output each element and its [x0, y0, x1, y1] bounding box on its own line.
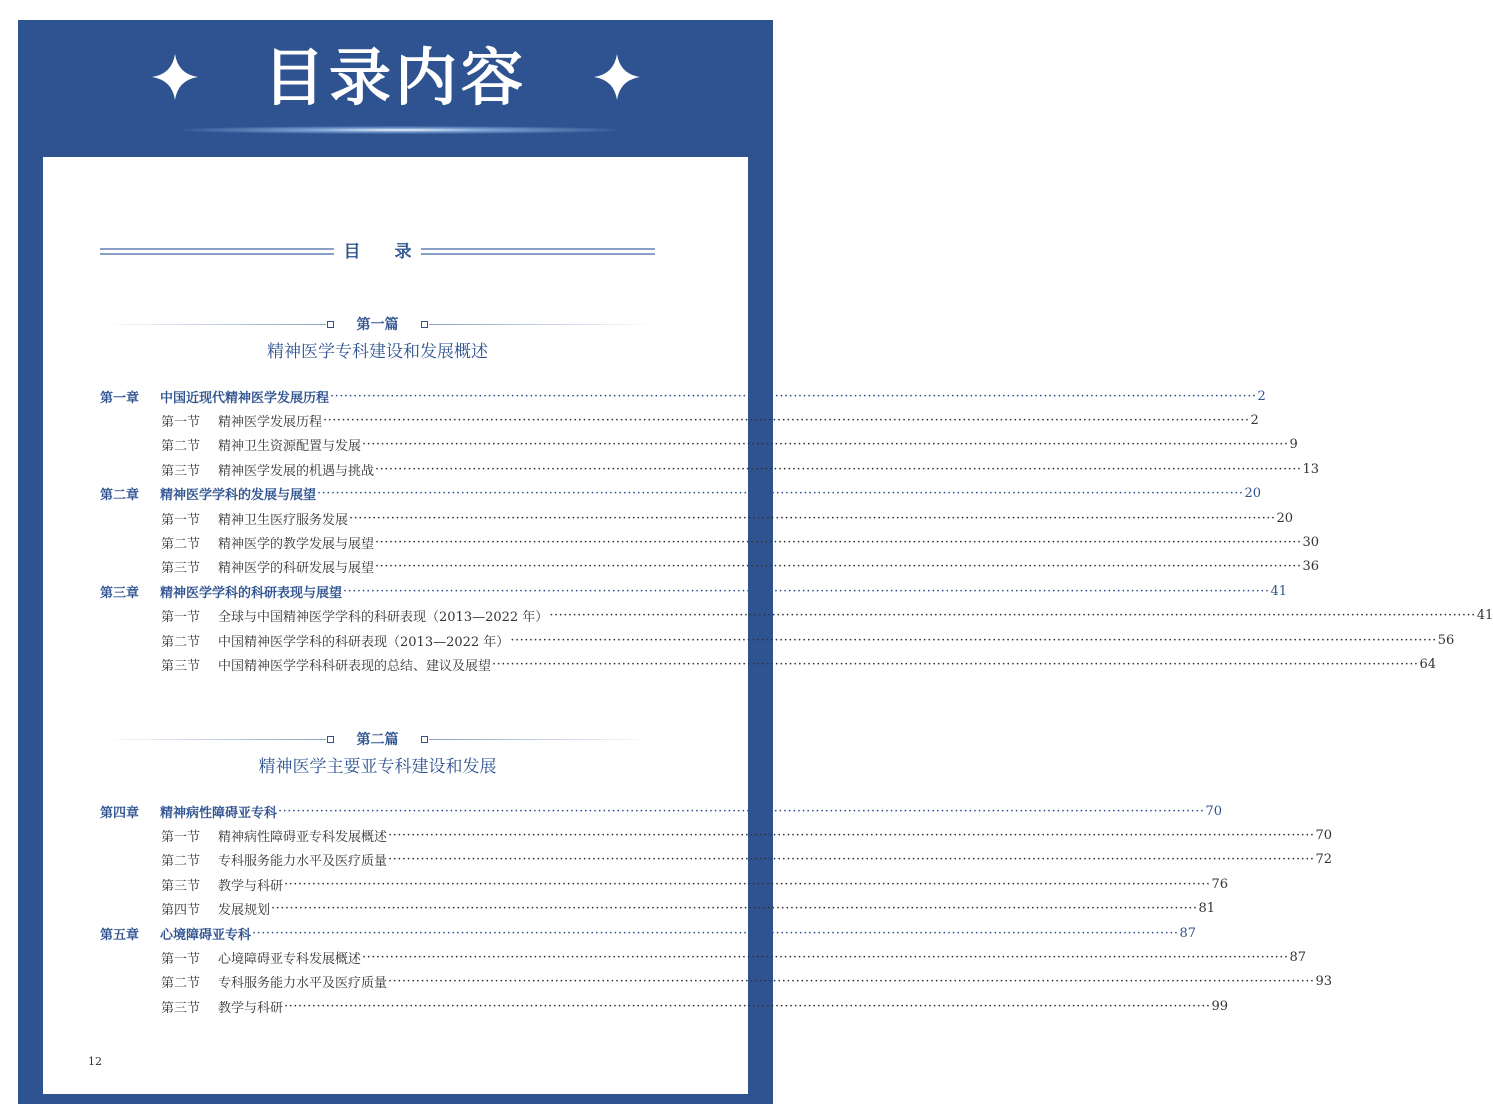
- toc-section-entry[interactable]: [100, 995, 1229, 1017]
- toc-chapter-entry[interactable]: [100, 385, 1266, 407]
- chapter-title: 精神病性障碍亚专科: [160, 805, 278, 821]
- section-page: 93: [1315, 974, 1333, 990]
- section-title: 教学与科研: [218, 1000, 284, 1016]
- section-page: 70: [1315, 827, 1333, 843]
- chapter-number: 第一章: [100, 390, 140, 406]
- section-number: 第三节: [161, 1000, 201, 1016]
- section-title: 发展规划: [218, 903, 271, 919]
- section-page: 72: [1315, 852, 1333, 868]
- section-title: 中国精神医学学科的科研表现（2013—2022 年）: [218, 634, 510, 650]
- dot-leader: ········································································································································································································: [349, 510, 1276, 526]
- section-number: 第三节: [161, 658, 201, 674]
- sparkle-star-icon: [592, 52, 642, 102]
- section-title: 精神医学的教学发展与展望: [218, 536, 375, 552]
- toc-header: [100, 238, 655, 266]
- section-title: 精神医学的科研发展与展望: [218, 561, 375, 577]
- section-title: 精神医学发展的机遇与挑战: [218, 463, 375, 479]
- section-title: 精神医学发展历程: [218, 414, 323, 430]
- section-page: 30: [1302, 534, 1320, 550]
- section-title: 中国精神医学学科科研表现的总结、建议及展望: [218, 658, 492, 674]
- toc-section-entry[interactable]: [100, 946, 1307, 968]
- section-number: 第一节: [161, 414, 201, 430]
- toc-section-entry[interactable]: [100, 434, 1298, 456]
- dot-leader: ········································································································································································································: [362, 437, 1289, 453]
- dot-leader: ········································································································································································································: [375, 559, 1302, 575]
- toc-section-entry[interactable]: [100, 458, 1320, 480]
- section-page: 41: [1476, 608, 1493, 624]
- header-rule-right: [421, 248, 655, 255]
- toc-section-entry[interactable]: [100, 653, 1437, 675]
- chapter-title: 精神医学学科的发展与展望: [160, 488, 317, 504]
- part-subtitle: 精神医学专科建设和发展概述: [267, 342, 488, 362]
- section-number: 第三节: [161, 463, 201, 479]
- toc-section-entry[interactable]: [100, 629, 1455, 651]
- chapter-page: 2: [1257, 388, 1266, 404]
- toc-chapter-entry[interactable]: [100, 922, 1197, 944]
- section-title: 专科服务能力水平及医疗质量: [218, 854, 388, 870]
- section-title: 全球与中国精神医学学科的科研表现（2013—2022 年）: [218, 610, 549, 626]
- dot-leader: ········································································································································································································: [375, 534, 1302, 550]
- toc-section-entry[interactable]: [100, 531, 1320, 553]
- dot-leader: ········································································································································································································: [278, 803, 1205, 819]
- toc-section-entry[interactable]: [100, 849, 1333, 871]
- section-title: 精神卫生医疗服务发展: [218, 512, 349, 528]
- chapter-title: 心境障碍亚专科: [160, 927, 252, 943]
- chapter-number: 第三章: [100, 585, 140, 601]
- dot-leader: ········································································································································································································: [362, 949, 1289, 965]
- section-number: 第一节: [161, 829, 201, 845]
- chapter-title: 精神医学学科的科研表现与展望: [160, 585, 343, 601]
- section-title: 精神病性障碍亚专科发展概述: [218, 829, 388, 845]
- section-page: 56: [1437, 632, 1455, 648]
- part-heading: [100, 730, 655, 750]
- section-page: 81: [1198, 901, 1216, 917]
- toc-section-entry[interactable]: [100, 556, 1320, 578]
- dot-leader: ········································································································································································································: [252, 925, 1179, 941]
- section-number: 第三节: [161, 561, 201, 577]
- section-page: 99: [1211, 998, 1229, 1014]
- part-heading: [100, 315, 655, 335]
- dot-leader: ········································································································································································································: [284, 998, 1211, 1014]
- dot-leader: ········································································································································································································: [492, 656, 1419, 672]
- toc-section-entry[interactable]: [100, 824, 1333, 846]
- section-number: 第二节: [161, 439, 201, 455]
- section-title: 教学与科研: [218, 878, 284, 894]
- part-rule-square: [421, 321, 428, 328]
- section-number: 第二节: [161, 976, 201, 992]
- section-number: 第二节: [161, 634, 201, 650]
- dot-leader: ········································································································································································································: [271, 901, 1198, 917]
- dot-leader: ········································································································································································································: [549, 608, 1476, 624]
- page-number: 12: [88, 1055, 102, 1068]
- chapter-title: 中国近现代精神医学发展历程: [160, 390, 330, 406]
- dot-leader: ········································································································································································································: [343, 583, 1270, 599]
- dot-leader: ········································································································································································································: [375, 461, 1302, 477]
- section-number: 第一节: [161, 951, 201, 967]
- chapter-number: 第五章: [100, 927, 140, 943]
- chapter-page: 20: [1244, 486, 1262, 502]
- section-title: 心境障碍亚专科发展概述: [218, 951, 362, 967]
- section-page: 87: [1289, 949, 1307, 965]
- dot-leader: ········································································································································································································: [323, 412, 1250, 428]
- dot-leader: ········································································································································································································: [388, 974, 1315, 990]
- section-page: 76: [1211, 876, 1229, 892]
- toc-chapter-entry[interactable]: [100, 483, 1262, 505]
- section-number: 第三节: [161, 878, 201, 894]
- dot-leader: ········································································································································································································: [284, 876, 1211, 892]
- section-title: 精神卫生资源配置与发展: [218, 439, 362, 455]
- section-number: 第一节: [161, 512, 201, 528]
- part-rule-right: [429, 324, 655, 325]
- banner-glow: [180, 126, 620, 134]
- section-page: 13: [1302, 461, 1320, 477]
- dot-leader: ········································································································································································································: [510, 632, 1437, 648]
- section-page: 64: [1419, 656, 1437, 672]
- toc-chapter-entry[interactable]: [100, 800, 1223, 822]
- part-rule-right: [429, 739, 655, 740]
- toc-section-entry[interactable]: [100, 507, 1294, 529]
- chapter-number: 第二章: [100, 488, 140, 504]
- chapter-page: 87: [1179, 925, 1197, 941]
- dot-leader: ········································································································································································································: [317, 486, 1244, 502]
- chapter-page: 70: [1205, 803, 1223, 819]
- toc-section-entry[interactable]: [100, 873, 1229, 895]
- chapter-number: 第四章: [100, 805, 140, 821]
- section-number: 第四节: [161, 903, 201, 919]
- dot-leader: ········································································································································································································: [388, 827, 1315, 843]
- section-number: 第二节: [161, 536, 201, 552]
- toc-chapter-entry[interactable]: [100, 580, 1288, 602]
- banner-title: 目录内容: [262, 41, 527, 114]
- part-label: 第二篇: [356, 732, 399, 748]
- toc-section-entry[interactable]: [100, 898, 1216, 920]
- toc-title: 目 录: [343, 242, 426, 262]
- section-number: 第一节: [161, 610, 201, 626]
- section-page: 36: [1302, 559, 1320, 575]
- part-rule-square: [421, 736, 428, 743]
- section-title: 专科服务能力水平及医疗质量: [218, 976, 388, 992]
- section-page: 2: [1250, 412, 1259, 428]
- section-number: 第二节: [161, 854, 201, 870]
- section-page: 20: [1276, 510, 1294, 526]
- dot-leader: ········································································································································································································: [388, 852, 1315, 868]
- chapter-page: 41: [1270, 583, 1288, 599]
- toc-section-entry[interactable]: [100, 605, 1493, 627]
- part-label: 第一篇: [356, 317, 399, 333]
- dot-leader: ········································································································································································································: [330, 388, 1257, 404]
- toc-section-entry[interactable]: [100, 409, 1259, 431]
- section-page: 9: [1289, 437, 1298, 453]
- part-subtitle: 精神医学主要亚专科建设和发展: [258, 757, 497, 777]
- toc-section-entry[interactable]: [100, 971, 1333, 993]
